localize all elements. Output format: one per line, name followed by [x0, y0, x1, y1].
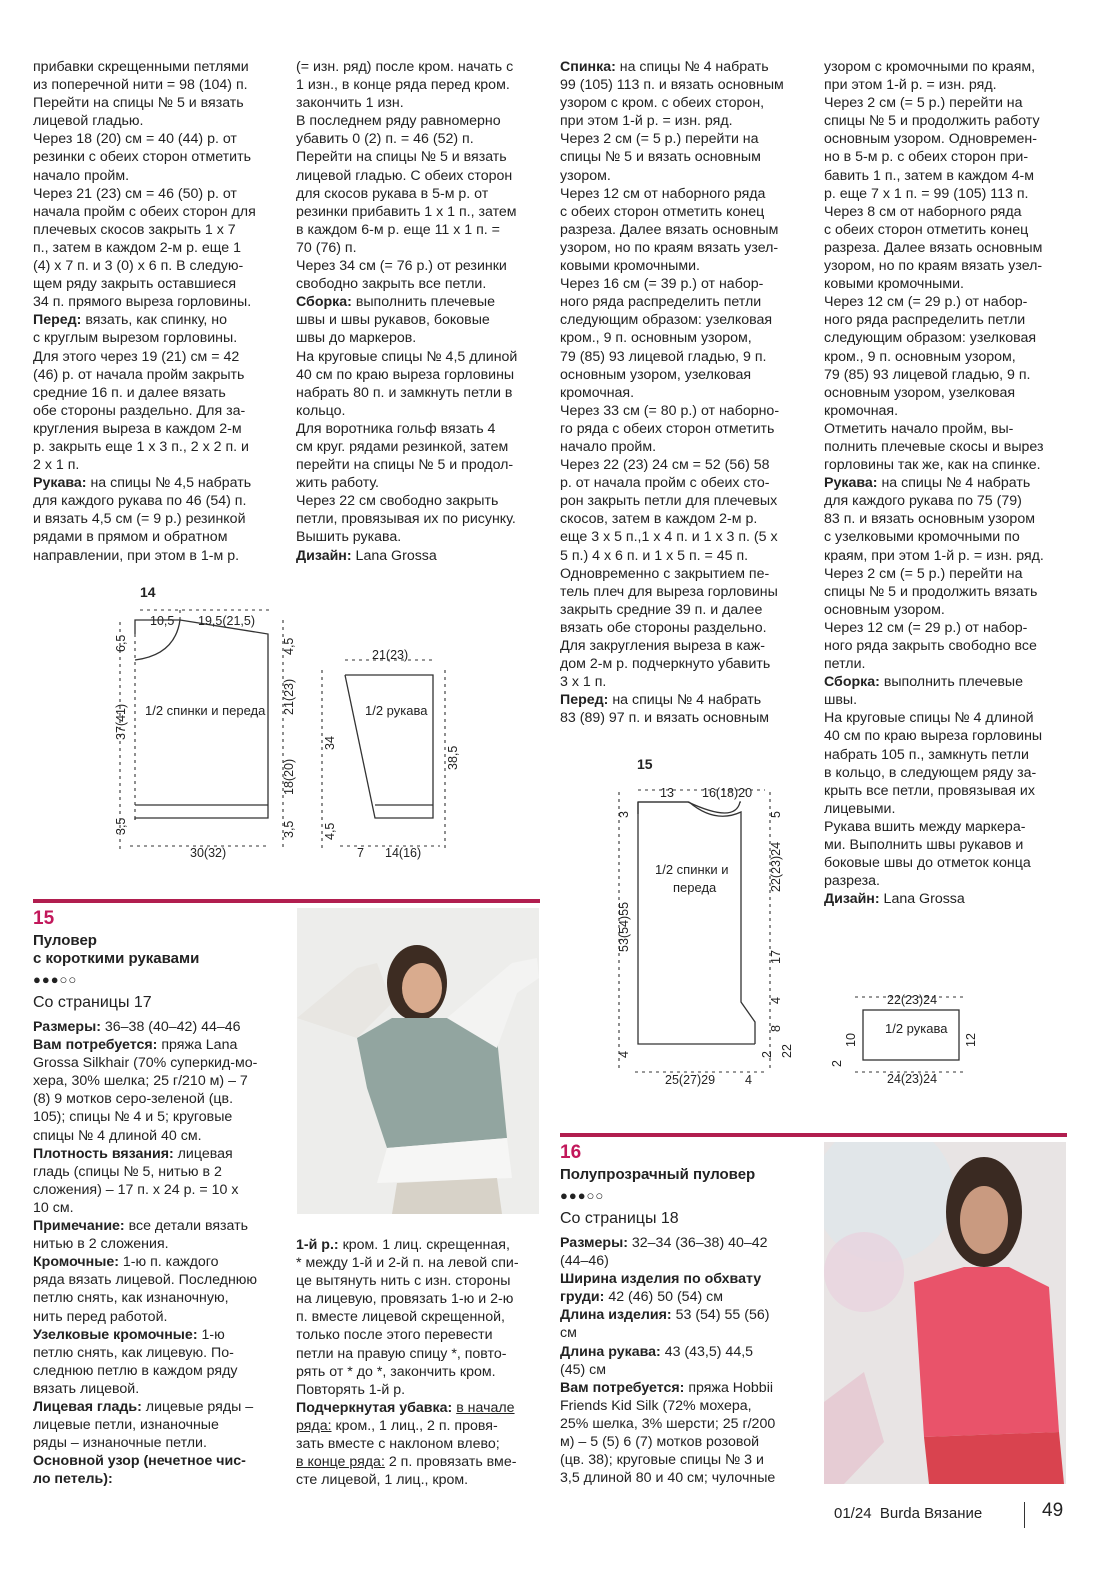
knot-edge-text: 1-ю петлю снять, как лицевую. По- следнюю петлю в каждом ряду вязать лицевой. [33, 1326, 238, 1397]
density-text: лицевая гладь (спицы № 5, нитью в 2 сложения) – 17 п. х 24 р. = 10 х 10 см. [33, 1145, 239, 1216]
assembly-text-2: выполнить плечевые швы. На круговые спицы № 4 длиной 40 см по краю выреза горловины набрать 105 п., замкнуть петли в кольцо, в следующем ряду за- крыть все петли, провязывая их лицевыми. Рукава вшить между маркера- ми. Выполнить швы рукавов и боковые швы до отметок конца разреза. [824, 674, 1043, 890]
pattern-title-line1: Пуловер [33, 932, 97, 949]
sleeves-text: на спицы № 4,5 набрать для каждого рукава по 46 (54) п. и вязать 4,5 см (= 9 р.) резинкой рядами в прямом и обратном направлении, при этом в 1-м р. [33, 475, 252, 564]
assembly-text: выполнить плечевые швы и швы рукавов, боковые швы до маркеров. На круговые спицы № 4,5 длиной 40 см по краю выреза горловины набрать 80 п. и замкнуть петли в кольцо. Для воротника гольф вязать 4 см круг. рядами резинкой, затем перейти на спицы № 5 и продол- жить работу. Через 22 см свободно закрыть петли, провязывая их по рисунку. Вышить рукава. [296, 294, 518, 546]
decrease-label: Подчеркнутая убавка: [296, 1399, 453, 1416]
difficulty-rating-16: ●●●○○ [560, 1188, 605, 1203]
length-label-16: Длина изделия: [560, 1307, 672, 1324]
note-text: все детали вязать нитью в 2 сложения. [33, 1218, 249, 1253]
length-text-16: 53 (54) 55 (56) см [560, 1307, 770, 1342]
sizes-label-16: Размеры: [560, 1235, 628, 1251]
body-piece [114, 610, 296, 860]
svg-text:18(20): 18(20) [282, 758, 296, 795]
schematic-number: 14 [140, 584, 156, 600]
sleeves-label-2: Рукава: [824, 475, 878, 492]
svg-text:22(23)24: 22(23)24 [887, 993, 938, 1007]
assembly-label-2: Сборка: [824, 674, 880, 691]
width-value-16: 42 (46) 50 (54) см [604, 1289, 723, 1306]
row1-text: кром. 1 лиц. скрещенная, * между 1-й и 2-й п. на левой спи- це вытянуть нить с изн. стороны на лицевую, провязать 1-ю и 2-ю п. вместе лицевой скрещенной, только после этого перевести петли на правую спицу *, повто- рять от * до *, закончить кром. Повторять 1-й р. [296, 1237, 519, 1398]
svg-text:30(32): 30(32) [190, 846, 227, 860]
svg-text:10: 10 [844, 1033, 858, 1047]
back-label: Спинка: [560, 59, 616, 75]
svg-text:14(16): 14(16) [385, 846, 422, 860]
svg-text:19,5(21,5): 19,5(21,5) [198, 614, 255, 628]
body-piece [617, 786, 794, 1087]
photo-woman-pink-pullover [824, 1142, 1066, 1484]
svg-text:4: 4 [769, 997, 783, 1004]
edge-label: Кромочные: [33, 1254, 119, 1271]
svg-text:2: 2 [760, 1051, 774, 1058]
sleeves-text-2: на спицы № 4 набрать для каждого рукава по 75 (79) 83 п. и вязать основным узором с узелковыми кромочными по краям, при этом 1-й р. = изн. ряд. Через 2 см (= 5 р.) перейти на спицы № 5 и продолжить вязать основным узором. Через 12 см (= 29 р.) от набор- ного ряда закрыть свободно все петли. [824, 475, 1044, 673]
svg-text:37(41): 37(41) [114, 703, 128, 740]
difficulty-rating: ●●●○○ [33, 972, 78, 987]
from-page-16: Со страницы 18 [560, 1210, 679, 1227]
svg-text:3,5: 3,5 [282, 820, 296, 838]
decrease-start-label: в начале [456, 1399, 515, 1416]
stockinette-text: лицевые ряды – лицевые петли, изнаночные ряды – изнаночные петли. [33, 1398, 254, 1452]
svg-text:21(23): 21(23) [372, 648, 409, 662]
svg-text:5: 5 [769, 811, 783, 818]
design-label-2: Дизайн: [824, 891, 880, 908]
from-page: Со страницы 17 [33, 994, 152, 1011]
svg-text:15: 15 [637, 756, 653, 772]
col1-text: прибавки скрещенными петлями из поперечной нити = 98 (104) п. Перейти на спицы № 5 и вязать лицевой гладью. Через 18 (20) см = 40 (44) р. от резинки с обеих сторон отметить начало пройм. Через 21 (23) см = 46 (50) р. от начала пройм с обеих сторон для плечевых скосов закрыть 1 х 7 п., затем в каждом 2-м р. еще 1 (4) х 7 п. и 3 (0) х 6 п. В следую- щем ряду закрыть оставшиеся 34 п. прямого выреза горловины. [33, 59, 256, 311]
decrease-end-label: в конце ряда: [296, 1454, 385, 1471]
knot-edge-label: Узелковые кромочные: [33, 1326, 198, 1343]
pattern-16-info [560, 1142, 810, 1487]
svg-text:34: 34 [323, 736, 337, 750]
width-label-16: Ширина изделия по обхвату [560, 1271, 762, 1288]
column-1 [33, 58, 283, 565]
pattern-title-line2: с короткими рукавами [33, 950, 200, 967]
sizes-value: 36–38 (40–42) 44–46 [100, 1019, 241, 1035]
svg-text:1/2 спинки и: 1/2 спинки и [655, 862, 729, 877]
sleeve-piece [322, 648, 460, 860]
svg-text:21(23): 21(23) [282, 678, 296, 715]
sizes-text-16: 32–34 (36–38) 40–42 (44–46) [560, 1235, 768, 1270]
schematic-14 [100, 580, 520, 870]
materials-text-16: пряжа Hobbii Friends Kid Silk (72% мохера, 25% шелка, 3% шерсти; 25 г/200 м) – 5 (5) 6 (7) мотков розовой (цв. 38); круговые спицы № 3 и 3,5 длиной 80 и 40 см; чулочные [560, 1379, 776, 1487]
materials-label-16: Вам потребуется: [560, 1379, 685, 1396]
svg-text:16(18)20: 16(18)20 [702, 786, 753, 800]
svg-text:4,5: 4,5 [282, 637, 296, 655]
svg-text:2: 2 [830, 1060, 844, 1067]
svg-text:4,5: 4,5 [323, 822, 337, 840]
svg-text:1/2 рукава: 1/2 рукава [365, 703, 428, 718]
edge-text: 1-ю п. каждого ряда вязать лицевой. Последнюю петлю снять, как изнаночную, нить перед работой. [33, 1254, 258, 1325]
svg-text:1/2 спинки и переда: 1/2 спинки и переда [145, 703, 266, 718]
svg-text:переда: переда [673, 880, 717, 895]
svg-text:6,5: 6,5 [114, 634, 128, 652]
design-label: Дизайн: [296, 547, 352, 564]
density-label: Плотность вязания: [33, 1145, 174, 1162]
pattern-15-info [33, 908, 278, 1488]
svg-text:7: 7 [357, 846, 364, 860]
sleeves-label: Рукава: [33, 475, 87, 492]
main-pattern-label: Основной узор (нечетное чис- [33, 1453, 246, 1470]
materials-label: Вам потребуется: [33, 1037, 158, 1054]
svg-text:4: 4 [617, 1051, 631, 1058]
main-pattern-label-2: ло петель): [33, 1471, 113, 1488]
section-divider-15 [33, 899, 540, 903]
photo-woman-grey-pullover [297, 908, 539, 1214]
svg-text:25(27)29: 25(27)29 [665, 1073, 716, 1087]
footer-issue: 01/24 Burda Вязание [834, 1505, 983, 1522]
column-3 [560, 58, 815, 727]
section-divider-16 [560, 1133, 1067, 1137]
sizes-label: Размеры: [33, 1019, 101, 1035]
stockinette-label: Лицевая гладь: [33, 1398, 142, 1415]
column-2 [296, 58, 546, 565]
svg-text:10,5: 10,5 [150, 614, 175, 628]
assembly-label: Сборка: [296, 294, 352, 311]
svg-text:1/2 рукава: 1/2 рукава [885, 1021, 948, 1036]
design-value: Lana Grossa [351, 547, 437, 564]
back-text: на спицы № 4 набрать 99 (105) 113 п. и вязать основным узором с кром. с обеих сторон, при этом 1-й р. = изн. ряд. Через 2 см (= 5 р.) перейти на спицы № 5 и вязать основным узором. Через 12 см от наборного ряда с обеих сторон отметить конец разреза. Далее вязать основным узором, но по краям вязать узел- ковыми кромочными. Через 16 см (= 39 р.) от набор- ного ряда распределить петли следующим образом: узелковая кром., 9 п. основным узором, 79 (85) 93 лицевой гладью, 9 п. основным узором, узелковая кромочная. Через 33 см (= 80 р.) от наборно- го ряда с обеих сторон отметить начало пройм. Через 22 (23) 24 см = 52 (56) 58 р. от начала пройм с обеих сто- рон закрыть петли для плечевых скосов, затем в каждом 2-м р. еще 3 х 5 п.,1 х 4 п. и 1 х 3 п. (5 х 5 п.) 4 х 6 п. и 1 х 5 п. = 45 п. Одновременно с закрытием пе- тель плеч для выреза горловины закрыть средние 39 п. и далее вязать обе стороны раздельно. Для закругления выреза в каж- дом 2-м р. подчеркнуто убавить 3 х 1 п. [560, 59, 784, 691]
design-value-2: Lana Grossa [879, 891, 965, 908]
svg-text:22(23)24: 22(23)24 [769, 841, 783, 892]
svg-text:17: 17 [769, 950, 783, 964]
sleeve-piece [830, 993, 978, 1086]
svg-text:13: 13 [660, 786, 674, 800]
svg-text:22: 22 [780, 1044, 794, 1058]
footer-divider [1024, 1502, 1025, 1528]
decrease-end-text: 2 п. провязать вме- сте лицевой, 1 лиц., кром. [296, 1454, 517, 1489]
sleeve-label-16: Длина рукава: [560, 1343, 661, 1360]
materials-text: пряжа Lana Grossa Silkhair (70% суперкид-мо- хера, 30% шелка; 25 г/210 м) – 7 (8) 9 мотков серо-зеленой (цв. 105); спицы № 4 и 5; круговые спицы № 4 длиной 40 см. [33, 1037, 258, 1144]
front-label-2: Перед: [560, 692, 609, 709]
svg-text:12: 12 [964, 1033, 978, 1047]
decrease-start-text: кром., 1 лиц., 2 п. провя- зать вместе с наклоном влево; [296, 1417, 500, 1453]
column-2-bottom [296, 1236, 546, 1489]
front-text-2: на спицы № 4 набрать 83 (89) 97 п. и вязать основным [560, 692, 770, 727]
svg-text:53(54)55: 53(54)55 [617, 901, 631, 952]
svg-text:8: 8 [769, 1025, 783, 1032]
svg-text:3: 3 [617, 811, 631, 818]
decrease-start-label-2: ряда: [296, 1417, 332, 1434]
pattern-number: 15 [33, 908, 55, 929]
pattern-title-16: Полупрозрачный пуловер [560, 1166, 756, 1183]
svg-text:24(23)24: 24(23)24 [887, 1072, 938, 1086]
row1-label: 1-й р.: [296, 1237, 339, 1253]
schematic-15 [605, 752, 1025, 1092]
width-label-16b: груди: [560, 1289, 605, 1306]
sleeve-text-16: 43 (43,5) 44,5 (45) см [560, 1343, 754, 1378]
col2-text: (= изн. ряд) после кром. начать с 1 изн., в конце ряда перед кром. закончить 1 изн. В последнем ряду равномерно убавить 0 (2) п. = 46 (52) п. Перейти на спицы № 5 и вязать лицевой гладью. С обеих сторон для скосов рукава в 5-м р. от резинки прибавить 1 х 1 п., затем в каждом 6-м р. еще 11 х 1 п. = 70 (76) п. Через 34 см (= 76 р.) от резинки свободно закрыть все петли. [296, 59, 517, 293]
note-label: Примечание: [33, 1218, 125, 1235]
svg-text:4: 4 [745, 1073, 752, 1087]
front-text: вязать, как спинку, но с круглым вырезом горловины. Для этого через 19 (21) см = 42 (46) р. от начала пройм закрыть средние 16 п. и далее вязать обе стороны раздельно. Для за- кругления выреза в каждом 2-м р. закрыть еще 1 х 3 п., 2 х 2 п. и 2 х 1 п. [33, 312, 249, 474]
pattern-number-16: 16 [560, 1142, 582, 1163]
svg-text:3,5: 3,5 [114, 817, 128, 835]
front-label: Перед: [33, 312, 82, 329]
col4-text: узором с кромочными по краям, при этом 1-й р. = изн. ряд. Через 2 см (= 5 р.) перейти на спицы № 5 и продолжить работу основным узором. Одновремен- но в 5-м р. с обеих сторон при- бавить 1 п., затем в каждом 4-м р. еще 7 х 1 п. = 99 (105) 113 п. Через 8 см от наборного ряда с обеих сторон отметить конец разреза. Далее вязать основным узором, но по краям вязать узел- ковыми кромочными. Через 12 см (= 29 р.) от набор- ного ряда распределить петли следующим образом: узелковая кром., 9 п. основным узором, 79 (85) 93 лицевой гладью, 9 п. основным узором, узелковая кромочная. Отметить начало пройм, вы- полнить плечевые скосы и вырез горловины так же, как на спинке. [824, 59, 1044, 474]
page-number: 49 [1042, 1500, 1064, 1521]
svg-text:38,5: 38,5 [446, 745, 460, 770]
page-footer [834, 1500, 1074, 1534]
